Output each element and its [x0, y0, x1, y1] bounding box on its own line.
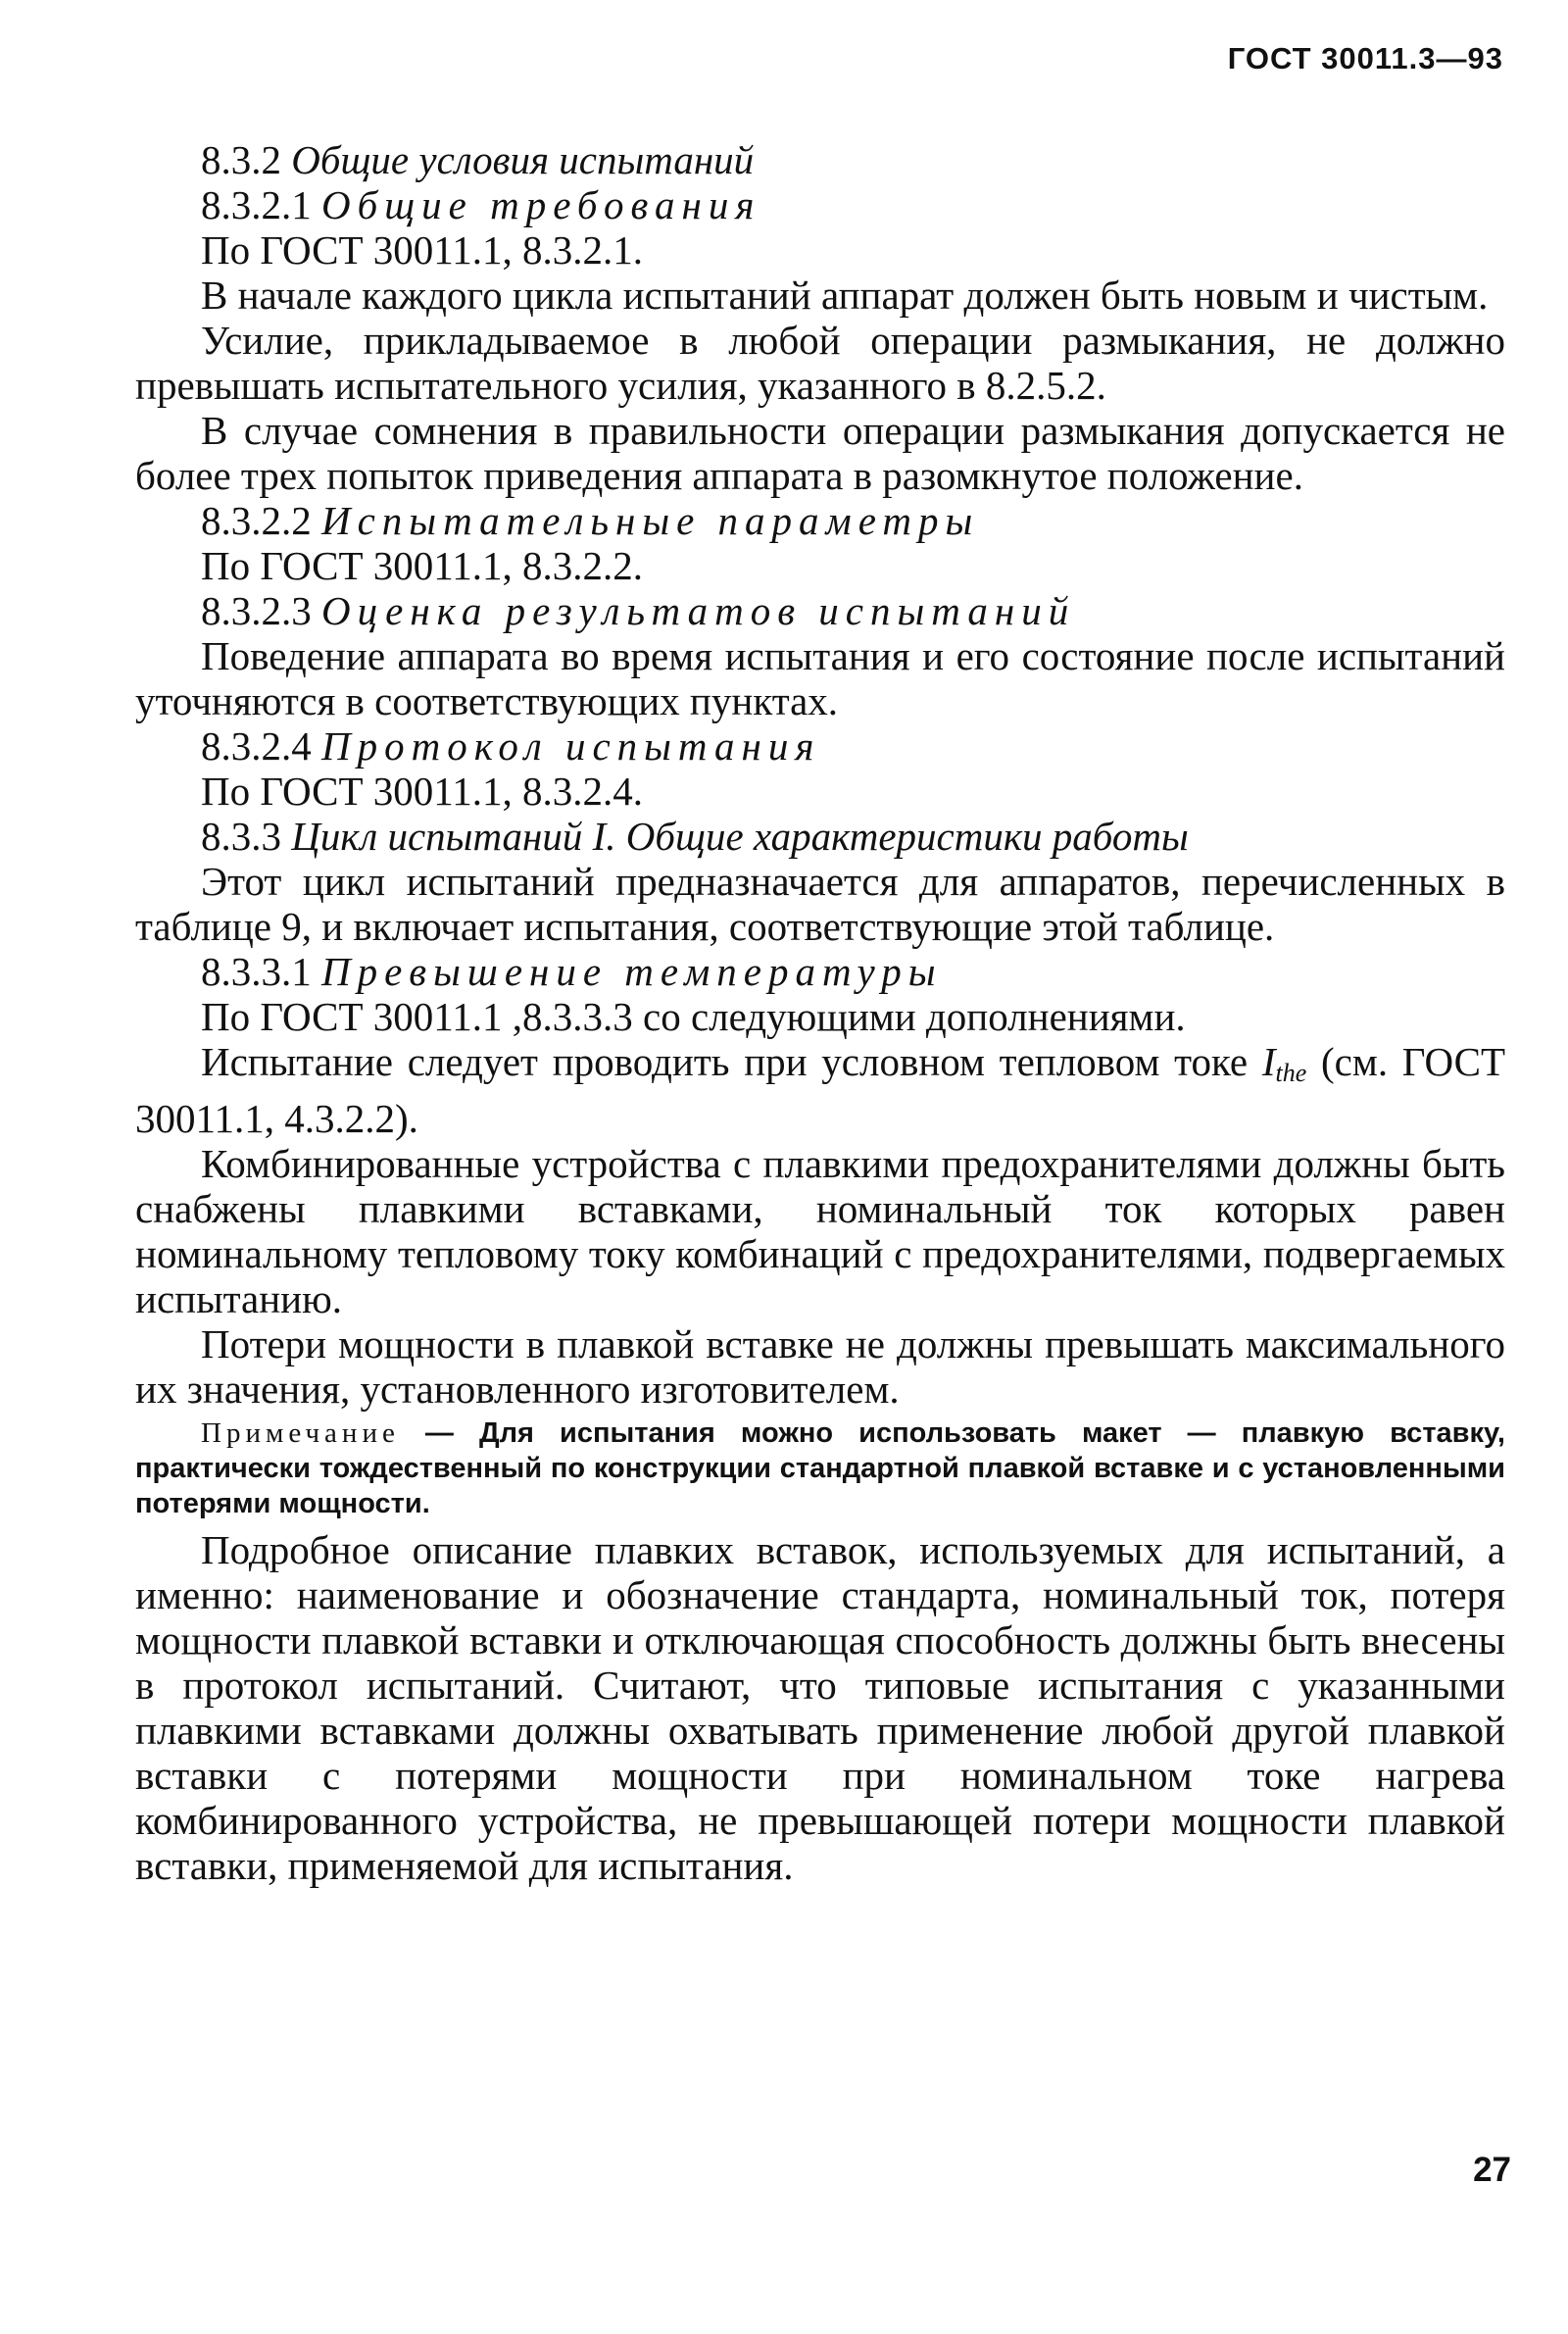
section-heading-8-3-3-1 — [135, 949, 1505, 994]
section-number: 8.3.2.4 — [201, 723, 312, 769]
paragraph: В начале каждого цикла испытаний аппарат должен быть новым и чистым. — [201, 273, 1489, 318]
note-text: — Для испытания можно использовать макет — плавкую вставку, практически тождественный по конструкции стандартной плавкой вставке и с установленными потерями мощности. — [135, 1417, 1505, 1519]
section-title: Цикл испытаний I. Общие характеристики работы — [291, 814, 1189, 859]
paragraph-thermal-current — [135, 1039, 1505, 1141]
section-heading-8-3-2-4 — [135, 723, 1505, 769]
page-number: 27 — [1473, 2151, 1511, 2189]
section-number: 8.3.2.1 — [201, 182, 312, 227]
section-number: 8.3.3.1 — [201, 949, 312, 994]
paragraph: Подробное описание плавких вставок, используемых для испытаний, а именно: наименование и обозначение стандарта, номинальный ток, потеря мощности плавкой вставки и отключающая способность должны быть внесены в протокол испытаний. Считают, что типовые испытания с указанными плавкими вставками должны охватывать применение любой другой плавкой вставки с потерями мощности при номинальном токе нагрева комбинированного устройства, не превышающей потери мощности плавкой вставки, применяемой для испытания. — [135, 1527, 1505, 1888]
section-heading-8-3-2-2 — [135, 498, 1505, 543]
section-number: 8.3.2.3 — [201, 588, 312, 633]
section-title: Испытательные параметры — [321, 498, 980, 543]
section-heading-8-3-2-3 — [135, 588, 1505, 633]
section-title: Общие требования — [321, 182, 761, 227]
section-heading-8-3-2 — [135, 137, 1505, 182]
paragraph: В случае сомнения в правильности операции размыкания допускается не более трех попыток приведения аппарата в разомкнутое положение. — [135, 408, 1505, 498]
paragraph: Этот цикл испытаний предназначается для аппаратов, перечисленных в таблице 9, и включает испытания, соответствующие этой таблице. — [135, 859, 1505, 949]
current-symbol: I — [1261, 1039, 1276, 1084]
paragraph: Потери мощности в плавкой вставке не должны превышать максимального их значения, установленного изготовителем. — [135, 1321, 1505, 1412]
page-body — [135, 137, 1505, 1888]
section-reference: По ГОСТ 30011.1, 8.3.2.4. — [201, 769, 644, 814]
section-title: Протокол испытания — [321, 723, 821, 769]
note — [135, 1415, 1505, 1521]
section-reference: По ГОСТ 30011.1, 8.3.2.2. — [201, 543, 644, 588]
document-code: ГОСТ 30011.3—93 — [1227, 41, 1503, 75]
paragraph: Поведение аппарата во время испытания и его состояние после испытаний уточняются в соответствующих пунктах. — [135, 633, 1505, 723]
paragraph: Усилие, прикладываемое в любой операции размыкания, не должно превышать испытательного усилия, указанного в 8.2.5.2. — [135, 318, 1505, 408]
section-number: 8.3.2.2 — [201, 498, 312, 543]
section-title: Превышение температуры — [321, 949, 943, 994]
paragraph: Комбинированные устройства с плавкими предохранителями должны быть снабжены плавкими вставками, номинальный ток которых равен номинальному тепловому току комбинаций с предохранителями, подвергаемых испытанию. — [135, 1141, 1505, 1321]
section-heading-8-3-2-1 — [135, 182, 1505, 227]
note-label: Примечание — [201, 1417, 400, 1449]
section-reference: По ГОСТ 30011.1, 8.3.2.1. — [201, 227, 644, 273]
section-title: Оценка результатов испытаний — [321, 588, 1076, 633]
section-heading-8-3-3 — [135, 814, 1505, 859]
paragraph-text: Испытание следует проводить при условном тепловом токе — [201, 1039, 1262, 1084]
current-subscript: the — [1275, 1059, 1307, 1087]
section-number: 8.3.2 — [201, 137, 281, 182]
paragraph-text: (см. ГОСТ 30011.1, 4.3.2.2). — [135, 1039, 1505, 1141]
section-reference: По ГОСТ 30011.1 ,8.3.3.3 со следующими дополнениями. — [201, 994, 1186, 1039]
section-title: Общие условия испытаний — [291, 137, 755, 182]
section-number: 8.3.3 — [201, 814, 281, 859]
